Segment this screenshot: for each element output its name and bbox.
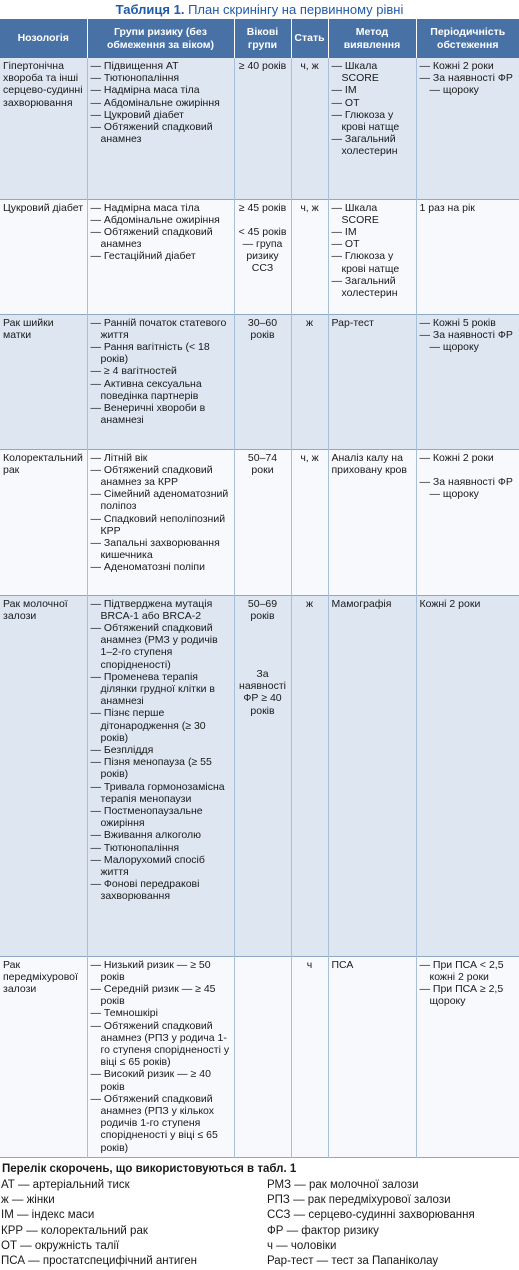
risk-item: — Абдомінальне ожиріння — [90, 96, 220, 109]
header-age-groups: Вікові групи — [234, 19, 291, 58]
cell-periodicity — [416, 199, 519, 314]
header-periodicity: Періодичність обстеження — [416, 19, 519, 58]
method-item: ПСА — [331, 958, 354, 971]
risk-item: — Обтяжений спадковий анамнез — [90, 225, 213, 251]
screening-table — [0, 19, 519, 1158]
cell-nosology: Гіпертонічна хвороба та інші серцево-судинні захворювання — [0, 58, 87, 199]
caption-number: Таблиця 1. — [115, 2, 185, 17]
method-item: — ОТ — [331, 96, 360, 109]
cell-method — [328, 314, 416, 449]
cell-nosology: Рак передміхурової залози — [0, 956, 87, 1157]
table-row-breast-cancer — [0, 595, 519, 956]
abbreviation-item: КРР — колоректальний рак — [1, 1224, 148, 1237]
risk-item: — Безпліддя — [90, 743, 154, 756]
period-item: — Кожні 2 роки — [419, 60, 494, 72]
cell-method — [328, 449, 416, 595]
risk-item: — Надмірна маса тіла — [90, 84, 200, 97]
cell-risk-groups — [87, 199, 234, 314]
cell-periodicity — [416, 956, 519, 1157]
period-item: — За наявності ФР — щороку — [419, 328, 513, 353]
period-item: — За наявності ФР — щороку — [419, 475, 513, 500]
risk-item: — Тютюнопаління — [90, 841, 180, 854]
age-item: 50–74 роки — [247, 451, 278, 476]
header-method: Метод виявлення — [328, 19, 416, 58]
cell-periodicity — [416, 595, 519, 956]
table-row-colorectal-cancer — [0, 449, 519, 595]
header-row — [0, 19, 519, 58]
abbreviation-item: ССЗ — серцево-судинні захворювання — [267, 1209, 475, 1222]
header-sex: Стать — [291, 19, 328, 58]
period-item: — При ПСА < 2,5 кожні 2 роки — [419, 958, 504, 983]
period-item: — Кожні 2 роки — [419, 451, 494, 464]
table-row-cervical-cancer — [0, 314, 519, 449]
cell-periodicity — [416, 449, 519, 595]
risk-item: — Пізнє перше дітонародження (≥ 30 років) — [90, 707, 206, 744]
cell-periodicity — [416, 314, 519, 449]
cell-nosology: Рак шийки матки — [0, 314, 87, 449]
period-item: — При ПСА ≥ 2,5 щороку — [419, 982, 504, 1008]
cell-age — [234, 314, 291, 449]
abbreviation-item: ж — жінки — [1, 1194, 55, 1207]
cell-sex: ч, ж — [291, 58, 328, 199]
abbreviation-item: АТ — артеріальний тиск — [1, 1178, 130, 1191]
age-item: ≥ 40 років — [238, 60, 287, 72]
age-item: 30–60 років — [247, 316, 278, 341]
cell-age — [234, 199, 291, 314]
age-item: < 45 років — група ризику ССЗ — [238, 225, 287, 275]
cell-age — [234, 595, 291, 956]
risk-item: — Запальні захворювання кишечника — [90, 536, 220, 562]
risk-item: — Рання вагітність (< 18 років) — [90, 340, 210, 366]
method-item: — Загальний холестерин — [331, 133, 398, 158]
method-item: — Шкала SCORE — [331, 60, 379, 85]
risk-item: — Підвищення АТ — [90, 60, 179, 72]
cell-method — [328, 199, 416, 314]
abbreviations-section — [0, 1162, 519, 1270]
risk-item: — Малорухомий спосіб життя — [90, 853, 205, 878]
abbreviation-item: ОТ — окружність талії — [1, 1239, 120, 1252]
method-item: — ОТ — [331, 238, 360, 251]
cell-sex: ч, ж — [291, 449, 328, 595]
risk-item: — Фонові передракові захворювання — [90, 878, 200, 903]
cell-risk-groups — [87, 449, 234, 595]
abbreviation-item: ч — чоловіки — [267, 1239, 337, 1252]
risk-item: — Надмірна маса тіла — [90, 201, 200, 214]
abbreviation-item: ФР — фактор ризику — [267, 1224, 379, 1237]
cell-age — [234, 956, 291, 1157]
risk-item: — ≥ 4 вагітностей — [90, 365, 177, 378]
risk-item: — Абдомінальне ожиріння — [90, 213, 220, 226]
abbreviations-left-column — [0, 1178, 267, 1270]
period-item: 1 раз на рік — [419, 201, 475, 214]
method-item: — ІМ — [331, 84, 357, 97]
cell-risk-groups — [87, 956, 234, 1157]
risk-item: — Літній вік — [90, 451, 148, 464]
risk-item: — Аденоматозні поліпи — [90, 561, 205, 574]
age-item: 50–69 років — [247, 597, 278, 622]
cell-risk-groups — [87, 595, 234, 956]
cell-periodicity — [416, 58, 519, 199]
cell-sex: ж — [291, 595, 328, 956]
header-nosology: Нозологія — [0, 19, 87, 58]
risk-item: — Постменопаузальне ожиріння — [90, 804, 203, 830]
cell-method — [328, 58, 416, 199]
table-row-diabetes — [0, 199, 519, 314]
risk-item: — Променева терапія ділянки грудної клітки в анамнезі — [90, 670, 215, 708]
table-caption — [0, 0, 519, 19]
method-item: — Шкала SCORE — [331, 201, 379, 226]
risk-item: — Пізня менопауза (≥ 55 років) — [90, 756, 212, 781]
caption-title: План скринінгу на первинному рівні — [188, 2, 404, 17]
method-item: — ІМ — [331, 225, 357, 238]
method-item: Рар-тест — [331, 316, 374, 329]
period-item: Кожні 2 роки — [419, 597, 481, 610]
cell-nosology: Цукровий діабет — [0, 199, 87, 314]
risk-item: — Обтяжений спадковий анамнез за КРР — [90, 463, 213, 488]
cell-sex: ж — [291, 314, 328, 449]
period-item: — Кожні 5 років — [419, 316, 496, 329]
cell-method — [328, 956, 416, 1157]
risk-item: — Гестаційний діабет — [90, 250, 196, 263]
abbreviations-right-column — [267, 1178, 517, 1270]
cell-sex: ч, ж — [291, 199, 328, 314]
risk-item: — Обтяжений спадковий анамнез (РПЗ у родича 1-го ступеня спорідненості у віці ≤ 65 років) — [90, 1019, 230, 1069]
risk-item: — Сімейний аденоматозний поліпоз — [90, 488, 229, 513]
method-item: — Загальний холестерин — [331, 274, 398, 299]
method-item: Аналіз калу на приховану кров — [331, 451, 407, 476]
cell-sex: ч — [291, 956, 328, 1157]
risk-item: — Обтяжений спадковий анамнез (РПЗ у кількох родичів 1-го ступеня спорідненості у віці ≤ 65 років) — [90, 1092, 218, 1154]
abbreviation-item: Рар-тест — тест за Папаніколау — [267, 1255, 439, 1268]
abbreviation-item: ІМ — індекс маси — [1, 1209, 95, 1222]
table-row-hypertension — [0, 58, 519, 199]
risk-item: — Цукровий діабет — [90, 108, 184, 121]
cell-risk-groups — [87, 314, 234, 449]
risk-item: — Високий ризик — ≥ 40 років — [90, 1068, 211, 1093]
risk-item: — Венеричні хвороби в анамнезі — [90, 401, 206, 427]
age-item: За наявності ФР ≥ 40 років — [239, 667, 286, 717]
abbreviation-item: ПСА — простатспецифічний антиген — [1, 1255, 197, 1268]
cell-risk-groups — [87, 58, 234, 199]
risk-item: — Спадковий неполіпозний КРР — [90, 512, 226, 537]
risk-item: — Обтяжений спадковий анамнез — [90, 121, 213, 146]
risk-item: — Тютюнопаління — [90, 72, 180, 85]
abbreviation-item: РМЗ — рак молочної залози — [267, 1178, 419, 1191]
risk-item: — Ранній початок статевого життя — [90, 316, 227, 341]
cell-method — [328, 595, 416, 956]
risk-item: — Середній ризик — ≥ 45 років — [90, 982, 216, 1008]
risk-item: — Темношкірі — [90, 1007, 158, 1020]
risk-item: — Обтяжений спадковий анамнез (РМЗ у родичів 1–2-го ступеня спорідненості) — [90, 621, 218, 671]
age-item: ≥ 45 років — [238, 201, 287, 214]
cell-age — [234, 58, 291, 199]
risk-item: — Низький ризик — ≥ 50 років — [90, 958, 211, 983]
method-item: — Глюкоза у крові натще — [331, 108, 400, 134]
risk-item: — Вживання алкоголю — [90, 829, 202, 842]
risk-item: — Підтверджена мутація BRCA-1 або BRCA-2 — [90, 597, 213, 622]
abbreviations-title: Перелік скорочень, що використовуються в табл. 1 — [2, 1162, 297, 1175]
risk-item: — Активна сексуальна поведінка партнерів — [90, 377, 202, 402]
method-item: Мамографія — [331, 597, 392, 610]
abbreviations-list — [0, 1178, 519, 1270]
method-item: — Глюкоза у крові натще — [331, 250, 400, 275]
period-item: — За наявності ФР — щороку — [419, 72, 513, 97]
table-row-prostate-cancer — [0, 956, 519, 1157]
cell-nosology: Рак молочної залози — [0, 595, 87, 956]
cell-nosology: Колоректальний рак — [0, 449, 87, 595]
abbreviation-item: РПЗ — рак передміхурової залози — [267, 1194, 451, 1207]
cell-age — [234, 449, 291, 595]
header-risk-groups: Групи ризику (без обмеження за віком) — [87, 19, 234, 58]
risk-item: — Тривала гормонозамісна терапія менопаузи — [90, 780, 225, 805]
